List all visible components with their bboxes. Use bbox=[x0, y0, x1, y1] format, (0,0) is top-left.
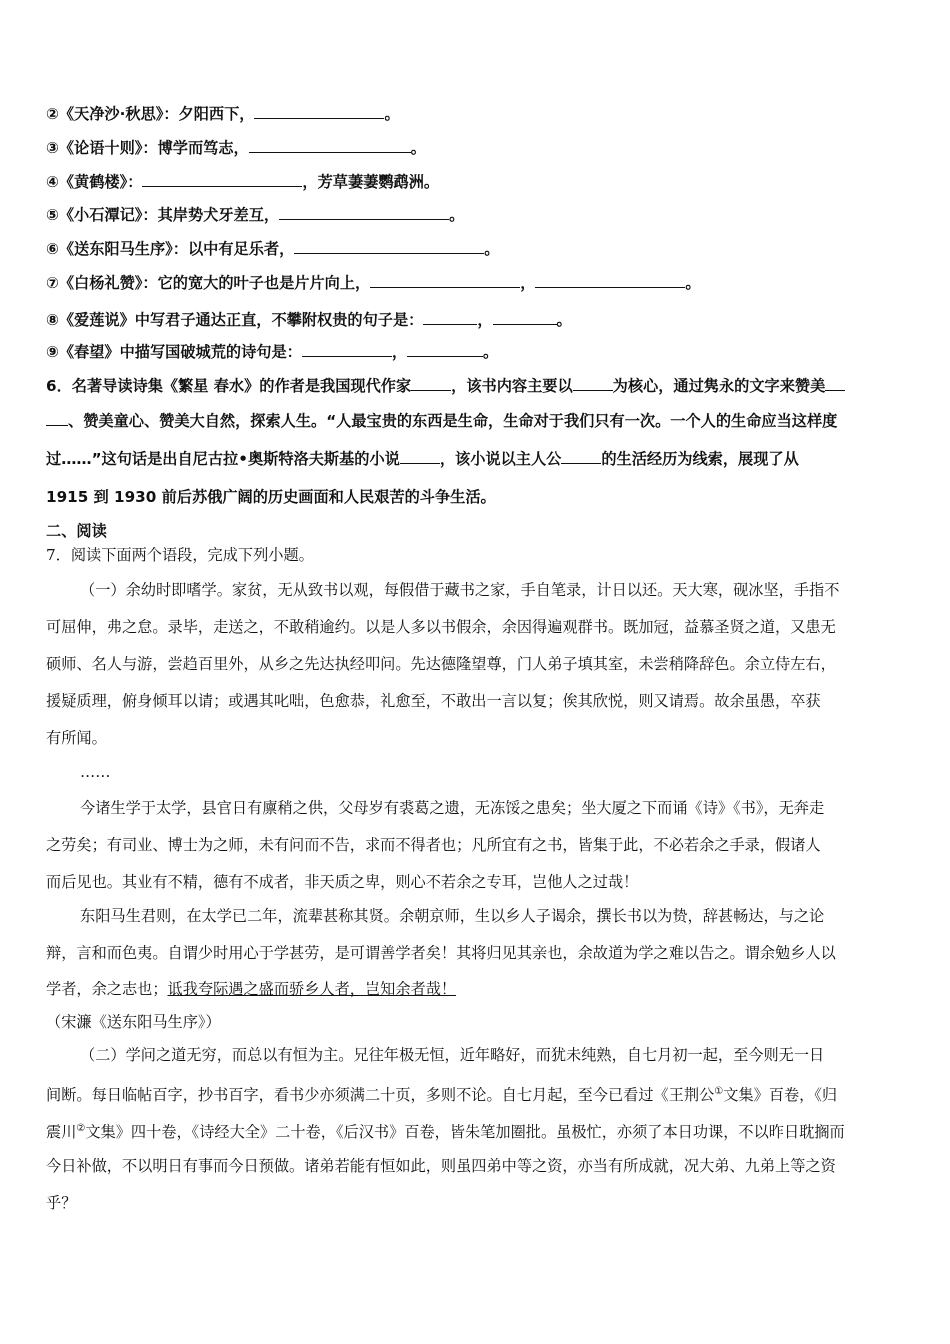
poem-item-8: ⑧《爱莲说》中写君子通达正直，不攀附权贵的句子是： ， 。 bbox=[46, 311, 572, 329]
footnote-marker: ① bbox=[714, 1086, 724, 1097]
answer-blank[interactable] bbox=[535, 273, 685, 288]
passage1-line: 可屈伸，弗之怠。录毕，走送之，不敢稍逾约。以是人多以书假余，余因得遍观群书。既加冠，益慕圣贤之道，又患无 bbox=[46, 618, 836, 636]
underlined-sentence: 诋我夸际遇之盛而骄乡人者，岂知余者哉！ bbox=[167, 980, 457, 998]
poem-item-7: ⑦《白杨礼赞》：它的宽大的叶子也是片片向上， ， 。 bbox=[46, 274, 701, 292]
passage1-line: 硕师、名人与游，尝趋百里外，从乡之先达执经叩问。先达德隆望尊，门人弟子填其室，未尝稍降辞色。余立侍左右， bbox=[46, 655, 836, 673]
answer-blank[interactable] bbox=[561, 449, 601, 464]
passage2-line: 间断。每日临帖百字，抄书百字，看书少亦须满二十页，多则不论。自七月起，至今已看过《王荆公①文集》百卷，《归 bbox=[46, 1086, 838, 1105]
q6-line-2: 、赞美童心、赞美大自然，探索人生。“人最宝贵的东西是生命，生命对于我们只有一次。一个人的生命应当这样度 bbox=[46, 411, 908, 431]
footnote-marker: ② bbox=[76, 1123, 86, 1134]
poem-item-9: ⑨《春望》中描写国破城荒的诗句是： ， 。 bbox=[46, 343, 499, 361]
passage2-line: （二）学问之道无穷，而总以有恒为主。兄往年极无恒，近年略好，而犹未纯熟，自七月初一起，至今则无一日 bbox=[80, 1046, 825, 1064]
answer-blank[interactable] bbox=[407, 342, 483, 357]
passage1b-line: 今诸生学于太学，县官日有廪稍之供，父母岁有裘葛之遗，无冻馁之患矣；坐大厦之下而诵《诗》《书》，无奔走 bbox=[80, 799, 825, 817]
answer-blank[interactable] bbox=[279, 205, 449, 220]
poem-item-4: ④《黄鹤楼》： ，芳草萋萋鹦鹉洲。 bbox=[46, 173, 440, 191]
answer-blank[interactable] bbox=[142, 172, 302, 187]
answer-blank[interactable] bbox=[573, 376, 613, 391]
passage2-line: 乎？ bbox=[46, 1194, 77, 1212]
poem-item-6: ⑥《送东阳马生序》：以中有足乐者， 。 bbox=[46, 240, 500, 258]
source-citation: （宋濂《送东阳马生序》） bbox=[46, 1013, 221, 1031]
passage1c-line: 东阳马生君则，在太学已二年，流辈甚称其贤。余朝京师，生以乡人子谒余，撰长书以为贽，辞甚畅达，与之论 bbox=[80, 907, 825, 925]
passage2-line: 今日补做，不以明日有事而今日预做。诸弟若能有恒如此，则虽四弟中等之资，亦当有所成就，况大弟、九弟上等之资 bbox=[46, 1157, 836, 1175]
answer-blank[interactable] bbox=[423, 310, 477, 325]
passage1-line: 援疑质理，俯身倾耳以请；或遇其叱咄，色愈恭，礼愈至，不敢出一言以复；俟其欣悦，则又请焉。故余虽愚，卒获 bbox=[46, 692, 821, 710]
poem-item-5: ⑤《小石潭记》：其岸势犬牙差互， 。 bbox=[46, 206, 465, 224]
passage2-line: 震川②文集》四十卷，《诗经大全》二十卷，《后汉书》百卷，皆朱笔加圈批。虽极忙，亦须了本日功课，不以昨日耽搁而 bbox=[46, 1123, 845, 1142]
answer-blank[interactable] bbox=[249, 138, 411, 153]
answer-blank[interactable] bbox=[370, 273, 520, 288]
passage1c-line: 辩，言和而色夷。自谓少时用心于学甚劳，是可谓善学者矣！其将归见其亲也，余故道为学之难以告之。谓余勉乡人以 bbox=[46, 944, 836, 962]
passage1-line: 有所闻。 bbox=[46, 729, 107, 747]
q6-line-1: 6．名著导读诗集《繁星 春水》的作者是我国现代作家 ，该书内容主要以 为核心，通过隽永的文字来赞美 bbox=[46, 376, 908, 396]
q6-line-4: 1915 到 1930 前后苏俄广阔的历史画面和人民艰苦的斗争生活。 bbox=[46, 488, 496, 506]
answer-blank[interactable] bbox=[46, 411, 68, 426]
passage1b-line: 而后见也。其业有不精，德有不成者，非天质之卑，则心不若余之专耳，岂他人之过哉！ bbox=[46, 873, 639, 891]
answer-blank[interactable] bbox=[825, 376, 845, 391]
answer-blank[interactable] bbox=[254, 104, 384, 119]
answer-blank[interactable] bbox=[294, 239, 484, 254]
passage1-line: （一）余幼时即嗜学。家贫，无从致书以观，每假借于藏书之家，手自笔录，计日以还。天大寒，砚冰坚，手指不 bbox=[80, 581, 840, 599]
poem-item-3: ③《论语十则》：博学而笃志， 。 bbox=[46, 139, 426, 157]
passage1b-line: 之劳矣；有司业、博士为之师，未有问而不告，求而不得者也；凡所宜有之书，皆集于此，不必若余之手录，假诸人 bbox=[46, 836, 821, 854]
passage1c-line: 学者，余之志也；诋我夸际遇之盛而骄乡人者，岂知余者哉！ bbox=[46, 980, 457, 998]
ellipsis: …… bbox=[80, 763, 111, 781]
q7-intro: 7．阅读下面两个语段，完成下列小题。 bbox=[46, 546, 314, 564]
answer-blank[interactable] bbox=[411, 376, 451, 391]
section-title: 二、阅读 bbox=[46, 522, 107, 540]
poem-item-2: ②《天净沙·秋思》：夕阳西下， 。 bbox=[46, 105, 400, 123]
answer-blank[interactable] bbox=[400, 449, 440, 464]
answer-blank[interactable] bbox=[493, 310, 557, 325]
q6-line-3: 过……”这句话是出自尼古拉•奥斯特洛夫斯基的小说 ，该小说以主人公 的生活经历为线索，展现了从 bbox=[46, 450, 799, 468]
answer-blank[interactable] bbox=[302, 342, 392, 357]
